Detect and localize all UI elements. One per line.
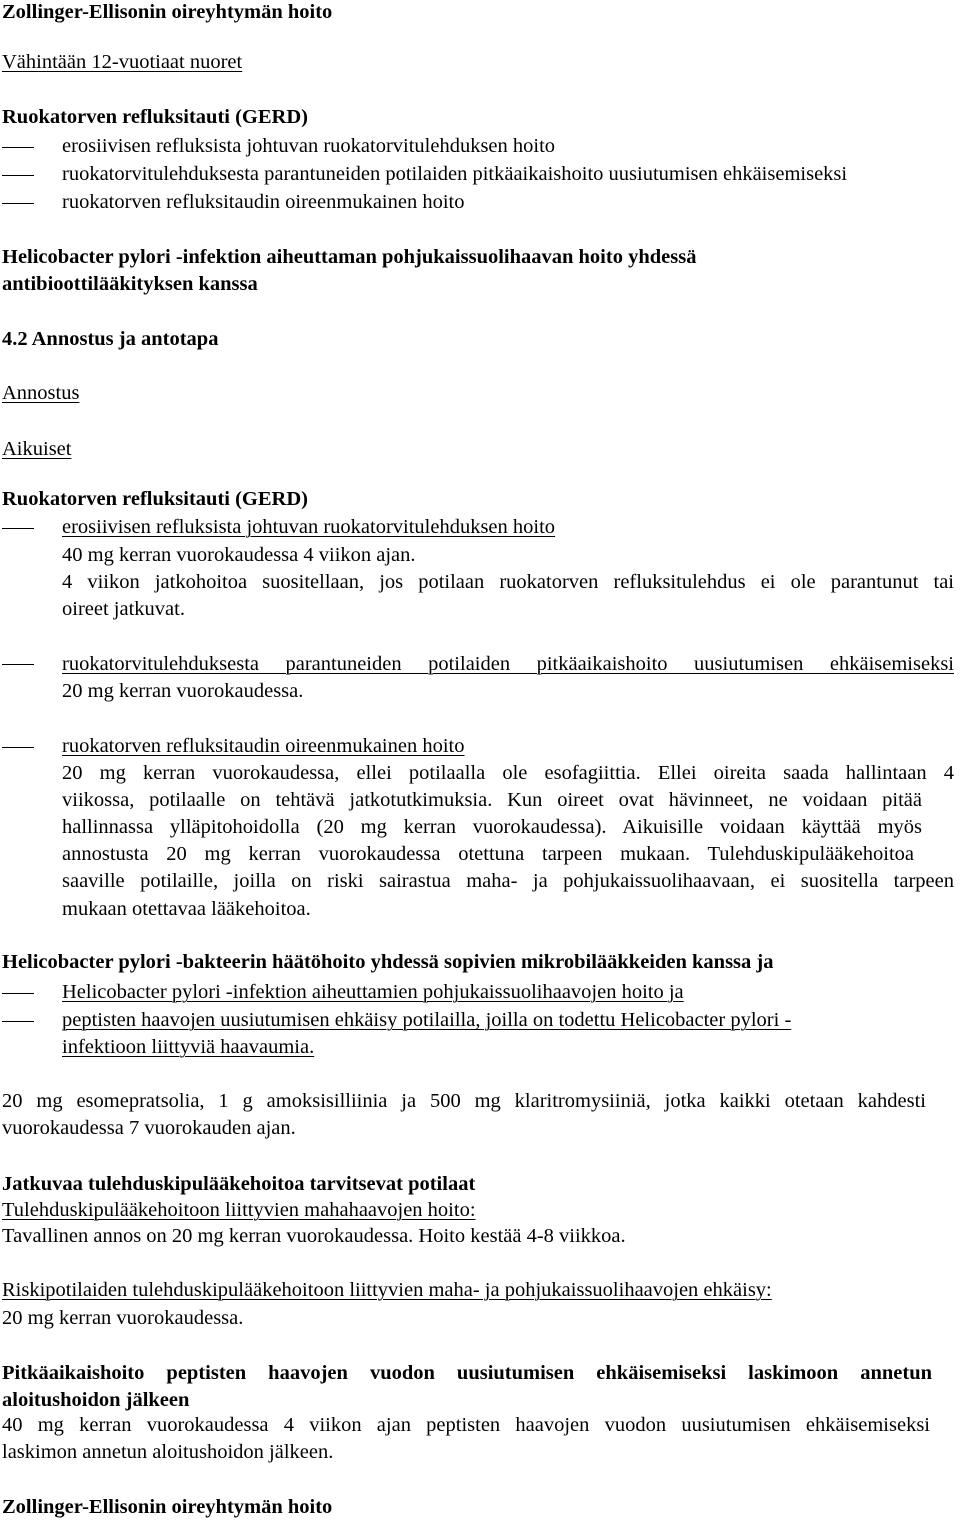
gerd-adult-item3-line: hallinnassa ylläpitohoidolla (20 mg kerran vuorokaudessa). Aikuisille voidaan käyttää myös — [62, 816, 922, 838]
longterm-text-line2: laskimon annetun aloitushoidon jälkeen. — [2, 1441, 334, 1463]
heading-zollinger-bottom: Zollinger-Ellisonin oireyhtymän hoito — [2, 1496, 333, 1518]
gerd-adult-item2-dose: 20 mg kerran vuorokaudessa. — [62, 680, 304, 702]
dash-bullet — [2, 1021, 34, 1022]
nsaid-ulcer-text: Tavallinen annos on 20 mg kerran vuorokaudessa. Hoito kestää 4-8 viikkoa. — [2, 1225, 626, 1247]
hp-erad-item2-line2: infektioon liittyviä haavaumia. — [62, 1036, 315, 1058]
dash-bullet — [2, 528, 34, 529]
heading-gerd-1: Ruokatorven refluksitauti (GERD) — [2, 106, 308, 128]
section-title-dosage: 4.2 Annostus ja antotapa — [2, 328, 219, 350]
dash-bullet — [2, 175, 34, 176]
gerd-item-3: ruokatorven refluksitaudin oireenmukainen hoito — [62, 191, 465, 213]
hp-dose-line1: 20 mg esomepratsolia, 1 g amoksisilliinia ja 500 mg klaritromysiiniä, jotka kaikki otetaan kahdesti — [2, 1090, 926, 1112]
dash-bullet — [2, 747, 34, 748]
dash-bullet — [2, 147, 34, 148]
gerd-adult-item3-line: viikossa, potilaalle on tehtävä jatkotutkimuksia. Kun oireet ovat hävinneet, ne voidaan pitää — [62, 789, 922, 811]
gerd-adult-item1-dose: 40 mg kerran vuorokaudessa 4 viikon ajan. — [62, 544, 416, 566]
gerd-adult-item1-cont2: oireet jatkuvat. — [62, 598, 185, 620]
subheading-dosage: Annostus — [2, 382, 80, 404]
heading-gerd-2: Ruokatorven refluksitauti (GERD) — [2, 488, 308, 510]
heading-hp-line2: antibioottilääkityksen kanssa — [2, 273, 258, 295]
heading-zollinger-top: Zollinger-Ellisonin oireyhtymän hoito — [2, 1, 333, 23]
gerd-adult-item3-line: mukaan otettavaa lääkehoitoa. — [62, 898, 311, 920]
nsaid-risk-text: 20 mg kerran vuorokaudessa. — [2, 1307, 244, 1329]
heading-hp-line1: Helicobacter pylori -infektion aiheuttaman pohjukaissuolihaavan hoito yhdessä — [2, 246, 697, 268]
dash-bullet — [2, 664, 34, 665]
heading-nsaid: Jatkuvaa tulehduskipulääkehoitoa tarvitsevat potilaat — [2, 1173, 476, 1195]
subheading-adolescents: Vähintään 12-vuotiaat nuoret — [2, 51, 243, 73]
dash-bullet — [2, 993, 34, 994]
gerd-item-2: ruokatorvitulehduksesta parantuneiden potilaiden pitkäaikaishoito uusiutumisen ehkäisemiseksi — [62, 163, 848, 185]
heading-hp-eradication: Helicobacter pylori -bakteerin häätöhoito yhdessä sopivien mikrobilääkkeiden kanssa ja — [2, 951, 774, 973]
subheading-nsaid-ulcer: Tulehduskipulääkehoitoon liittyvien mahahaavojen hoito: — [2, 1199, 476, 1221]
hp-erad-item1: Helicobacter pylori -infektion aiheuttamien pohjukaissuolihaavojen hoito ja — [62, 981, 684, 1003]
gerd-adult-item3-line: annostusta 20 mg kerran vuorokaudessa otettuna tarpeen mukaan. Tulehduskipulääkehoitoa — [62, 843, 914, 865]
subheading-nsaid-risk: Riskipotilaiden tulehduskipulääkehoitoon liittyvien maha- ja pohjukaissuolihaavojen ehkäisy: — [2, 1279, 772, 1301]
gerd-adult-item2-label: ruokatorvitulehduksesta parantuneiden potilaiden pitkäaikaishoito uusiutumisen ehkäisemiseksi — [62, 653, 954, 675]
subheading-adults: Aikuiset — [2, 438, 72, 460]
gerd-adult-item3-line: 20 mg kerran vuorokaudessa, ellei potilaalla ole esofagiittia. Ellei oireita saada hallintaan 4 — [62, 762, 954, 784]
gerd-adult-item3-label: ruokatorven refluksitaudin oireenmukainen hoito — [62, 735, 465, 757]
heading-longterm-line2: aloitushoidon jälkeen — [2, 1389, 190, 1411]
hp-dose-line2: vuorokaudessa 7 vuorokauden ajan. — [2, 1117, 296, 1139]
gerd-adult-item1-cont: 4 viikon jatkohoitoa suositellaan, jos potilaan ruokatorven refluksitulehdus ei ole parantunut tai — [62, 571, 954, 593]
hp-erad-item2-line1: peptisten haavojen uusiutumisen ehkäisy potilailla, joilla on todettu Helicobacter pylori - — [62, 1009, 792, 1031]
dash-bullet — [2, 203, 34, 204]
longterm-text-line1: 40 mg kerran vuorokaudessa 4 viikon ajan peptisten haavojen vuodon uusiutumisen ehkäisemiseksi — [2, 1414, 930, 1436]
gerd-adult-item3-line: saaville potilaille, joilla on riski sairastua maha- ja pohjukaissuolihaavaan, ei suositella tarpeen — [62, 870, 954, 892]
gerd-adult-item1-label: erosiivisen refluksista johtuvan ruokatorvitulehduksen hoito — [62, 516, 556, 538]
heading-longterm-line1: Pitkäaikaishoito peptisten haavojen vuodon uusiutumisen ehkäisemiseksi laskimoon annetun — [2, 1362, 932, 1384]
gerd-item-1: erosiivisen refluksista johtuvan ruokatorvitulehduksen hoito — [62, 135, 556, 157]
